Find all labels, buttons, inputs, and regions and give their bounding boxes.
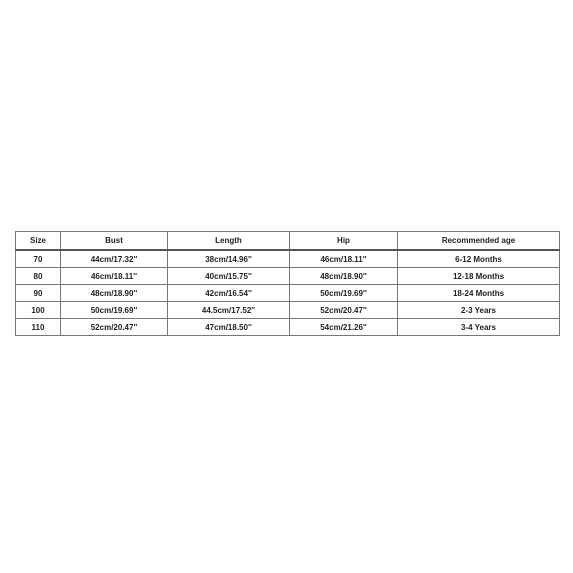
cell-recommended-age: 3-4 Years xyxy=(398,319,560,336)
header-size: Size xyxy=(16,232,61,251)
header-bust: Bust xyxy=(61,232,168,251)
cell-size: 100 xyxy=(16,302,61,319)
cell-bust: 52cm/20.47'' xyxy=(61,319,168,336)
cell-bust: 48cm/18.90'' xyxy=(61,285,168,302)
cell-hip: 46cm/18.11'' xyxy=(290,250,398,268)
cell-length: 47cm/18.50'' xyxy=(168,319,290,336)
table-row xyxy=(16,285,560,302)
cell-length: 44.5cm/17.52'' xyxy=(168,302,290,319)
cell-recommended-age: 6-12 Months xyxy=(398,250,560,268)
cell-size: 110 xyxy=(16,319,61,336)
cell-hip: 48cm/18.90'' xyxy=(290,268,398,285)
cell-recommended-age: 2-3 Years xyxy=(398,302,560,319)
cell-length: 38cm/14.96'' xyxy=(168,250,290,268)
table-row xyxy=(16,268,560,285)
cell-hip: 50cm/19.69'' xyxy=(290,285,398,302)
cell-length: 40cm/15.75'' xyxy=(168,268,290,285)
header-length: Length xyxy=(168,232,290,251)
cell-hip: 52cm/20.47'' xyxy=(290,302,398,319)
cell-size: 80 xyxy=(16,268,61,285)
cell-size: 70 xyxy=(16,250,61,268)
header-recommended-age: Recommended age xyxy=(398,232,560,251)
size-chart-table xyxy=(15,231,560,336)
cell-hip: 54cm/21.26'' xyxy=(290,319,398,336)
cell-length: 42cm/16.54'' xyxy=(168,285,290,302)
cell-size: 90 xyxy=(16,285,61,302)
cell-bust: 50cm/19.69'' xyxy=(61,302,168,319)
table-row xyxy=(16,302,560,319)
header-hip: Hip xyxy=(290,232,398,251)
cell-bust: 44cm/17.32'' xyxy=(61,250,168,268)
cell-bust: 46cm/18.11'' xyxy=(61,268,168,285)
cell-recommended-age: 12-18 Months xyxy=(398,268,560,285)
header-row xyxy=(16,232,560,251)
cell-recommended-age: 18-24 Months xyxy=(398,285,560,302)
table-row xyxy=(16,319,560,336)
table-row xyxy=(16,250,560,268)
